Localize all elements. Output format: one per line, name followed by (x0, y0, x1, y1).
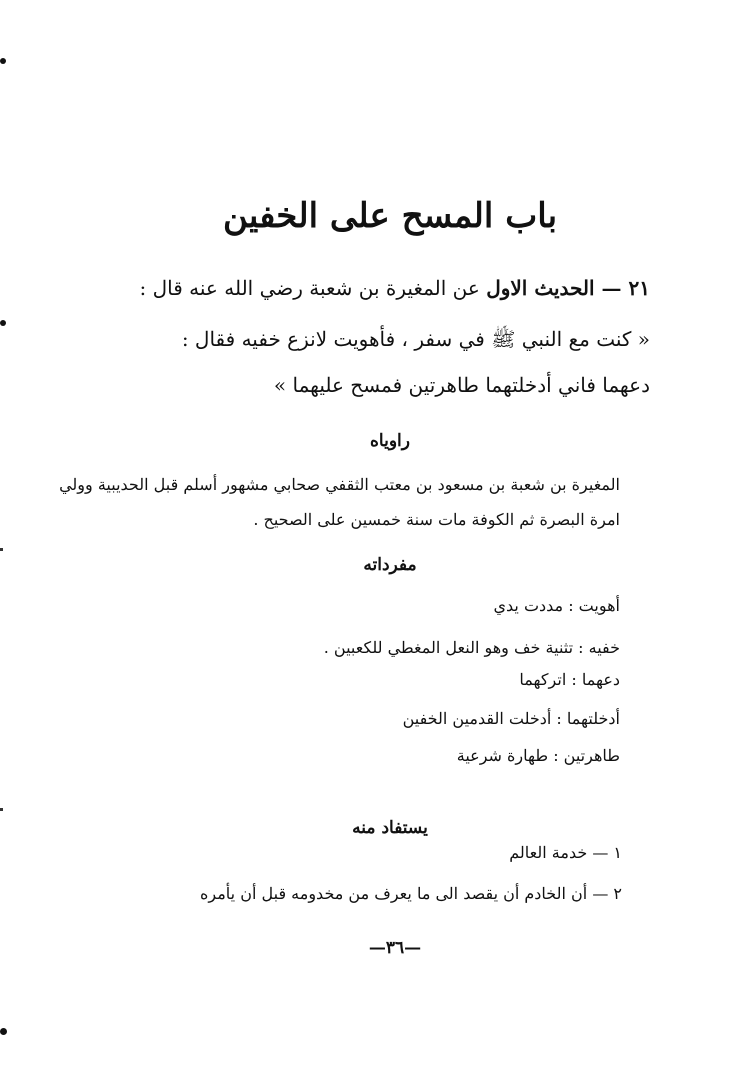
hadith-number-heading: ٢١ — الحديث الاول (486, 276, 650, 300)
vocabulary-heading: مفرداته (363, 555, 417, 575)
vocabulary-item: أدخلتهما : أدخلت القدمين الخفين (402, 709, 620, 728)
vocabulary-item: أهويت : مددت يدي (493, 596, 620, 615)
hadith-line-1-text: عن المغيرة بن شعبة رضي الله عنه قال : (139, 276, 487, 300)
margin-mark (0, 58, 6, 64)
vocabulary-item: طاهرتين : طهارة شرعية (456, 746, 620, 765)
chapter-title: باب المسح على الخفين (222, 196, 558, 236)
margin-tick (0, 548, 3, 551)
benefit-item: ١ — خدمة العالم (509, 843, 622, 862)
hadith-line-2: « كنت مع النبي ﷺ في سفر ، فأهويت لانزع خفيه فقال : (181, 327, 650, 351)
page-number: —٣٦— (368, 938, 422, 958)
benefits-heading: يستفاد منه (352, 818, 428, 838)
vocabulary-item: دعهما : اتركهما (519, 670, 620, 689)
benefit-item: ٢ — أن الخادم أن يقصد الى ما يعرف من مخدومه قبل أن يأمره (200, 884, 622, 903)
vocabulary-item: خفيه : تثنية خف وهو النعل المغطي للكعبين . (323, 638, 620, 657)
narrator-line-2: امرة البصرة ثم الكوفة مات سنة خمسين على الصحيح . (253, 510, 620, 529)
narrator-line-1: المغيرة بن شعبة بن مسعود بن معتب الثقفي صحابي مشهور أسلم قبل الحديبية وولي (59, 475, 620, 494)
narrator-heading: راوياه (370, 431, 410, 451)
margin-tick (0, 808, 3, 811)
hadith-line-3: دعهما فاني أدخلتهما طاهرتين فمسح عليهما » (273, 373, 650, 397)
margin-mark (0, 1028, 7, 1035)
margin-mark (0, 320, 6, 326)
hadith-line-1 (140, 276, 650, 300)
